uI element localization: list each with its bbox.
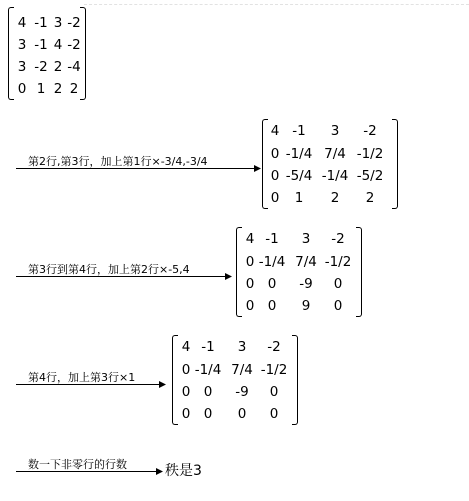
matrix-cell: 2	[365, 190, 375, 206]
matrix-cell: 3	[237, 339, 247, 355]
matrix-cell: 0	[270, 146, 280, 162]
rank-result: 秩是3	[165, 463, 202, 479]
matrix-cell: 3	[17, 37, 27, 53]
matrix-cell: 4	[245, 231, 255, 247]
matrix-cell: -2	[67, 37, 81, 53]
matrix-cell: 0	[181, 406, 191, 422]
matrix-cell: 2	[330, 190, 340, 206]
matrix-cell: 4	[270, 123, 280, 139]
matrix-cell: 2	[69, 81, 79, 97]
matrix-cell: -1/4	[194, 362, 222, 378]
matrix-cell: 2	[53, 59, 63, 75]
matrix-cell: 4	[181, 339, 191, 355]
step-arrow-3	[16, 362, 166, 388]
right-bracket	[356, 227, 362, 317]
matrix-cell: 0	[333, 276, 343, 292]
matrix-step-1	[262, 119, 398, 209]
matrix-cell: 0	[245, 298, 255, 314]
right-bracket	[292, 335, 298, 425]
right-arrow-icon	[16, 165, 261, 172]
matrix-cell: 7/4	[295, 254, 317, 270]
matrix-cell: 3	[301, 231, 311, 247]
matrix-cell: 0	[269, 406, 279, 422]
left-bracket	[8, 7, 14, 100]
step-label: 第3行到第4行，加上第2行×-5,4	[28, 263, 190, 276]
matrix-cell: 0	[267, 276, 277, 292]
matrix-cell: -2	[331, 231, 345, 247]
matrix-cell: 0	[270, 190, 280, 206]
matrix-cell: -2	[267, 339, 281, 355]
right-bracket	[392, 119, 398, 209]
step-label: 第4行，加上第3行×1	[28, 371, 136, 384]
matrix-cell: -2	[34, 59, 48, 75]
matrix-cell: 0	[17, 81, 27, 97]
left-bracket	[172, 335, 178, 425]
matrix-cell: -5/4	[285, 168, 313, 184]
matrix-cell: 2	[53, 81, 63, 97]
matrix-cell: 0	[267, 298, 277, 314]
top-dashed-divider	[84, 4, 469, 5]
matrix-cell: 7/4	[324, 146, 346, 162]
matrix-cell: 0	[333, 298, 343, 314]
matrix-cell: -1	[201, 339, 215, 355]
matrix-original	[8, 7, 86, 100]
matrix-cell: 7/4	[231, 362, 253, 378]
matrix-cell: 4	[53, 37, 63, 53]
matrix-cell: 1	[36, 81, 46, 97]
matrix-cell: 0	[245, 254, 255, 270]
matrix-cell: -1	[34, 37, 48, 53]
matrix-cell: 0	[181, 384, 191, 400]
matrix-cell: -2	[67, 15, 81, 31]
left-bracket	[236, 227, 242, 317]
matrix-cell: -1	[265, 231, 279, 247]
matrix-cell: -1/4	[321, 168, 349, 184]
matrix-cell: 0	[181, 362, 191, 378]
matrix-cell: -1	[34, 15, 48, 31]
matrix-cell: -1	[292, 123, 306, 139]
matrix-cell: -1/2	[356, 146, 384, 162]
matrix-cell: -1/4	[258, 254, 286, 270]
right-bracket	[80, 7, 86, 100]
left-bracket	[262, 119, 268, 209]
matrix-cell: 3	[17, 59, 27, 75]
matrix-cell: 0	[237, 406, 247, 422]
matrix-cell: -1/2	[324, 254, 352, 270]
matrix-cell: 0	[203, 406, 213, 422]
matrix-cell: -1/2	[260, 362, 288, 378]
step-arrow-2	[16, 254, 232, 280]
matrix-cell: -9	[299, 276, 313, 292]
matrix-cell: 0	[245, 276, 255, 292]
right-arrow-icon	[16, 468, 163, 475]
right-arrow-icon	[16, 273, 232, 280]
matrix-cell: 3	[330, 123, 340, 139]
matrix-cell: 0	[269, 384, 279, 400]
step-arrow-4	[16, 449, 163, 475]
matrix-cell: -2	[363, 123, 377, 139]
matrix-cell: -1/4	[285, 146, 313, 162]
matrix-step-2	[236, 227, 362, 317]
step-arrow-1	[16, 146, 261, 172]
matrix-cell: 0	[203, 384, 213, 400]
matrix-cell: 1	[294, 190, 304, 206]
matrix-cell: 9	[301, 298, 311, 314]
matrix-step-3	[172, 335, 298, 425]
step-label: 第2行,第3行，加上第1行×-3/4,-3/4	[28, 155, 208, 168]
matrix-cell: -4	[67, 59, 81, 75]
matrix-cell: -9	[235, 384, 249, 400]
matrix-cell: 3	[53, 15, 63, 31]
matrix-cell: 0	[270, 168, 280, 184]
step-label: 数一下非零行的行数	[28, 458, 127, 471]
matrix-cell: -5/2	[356, 168, 384, 184]
right-arrow-icon	[16, 381, 166, 388]
matrix-cell: 4	[17, 15, 27, 31]
